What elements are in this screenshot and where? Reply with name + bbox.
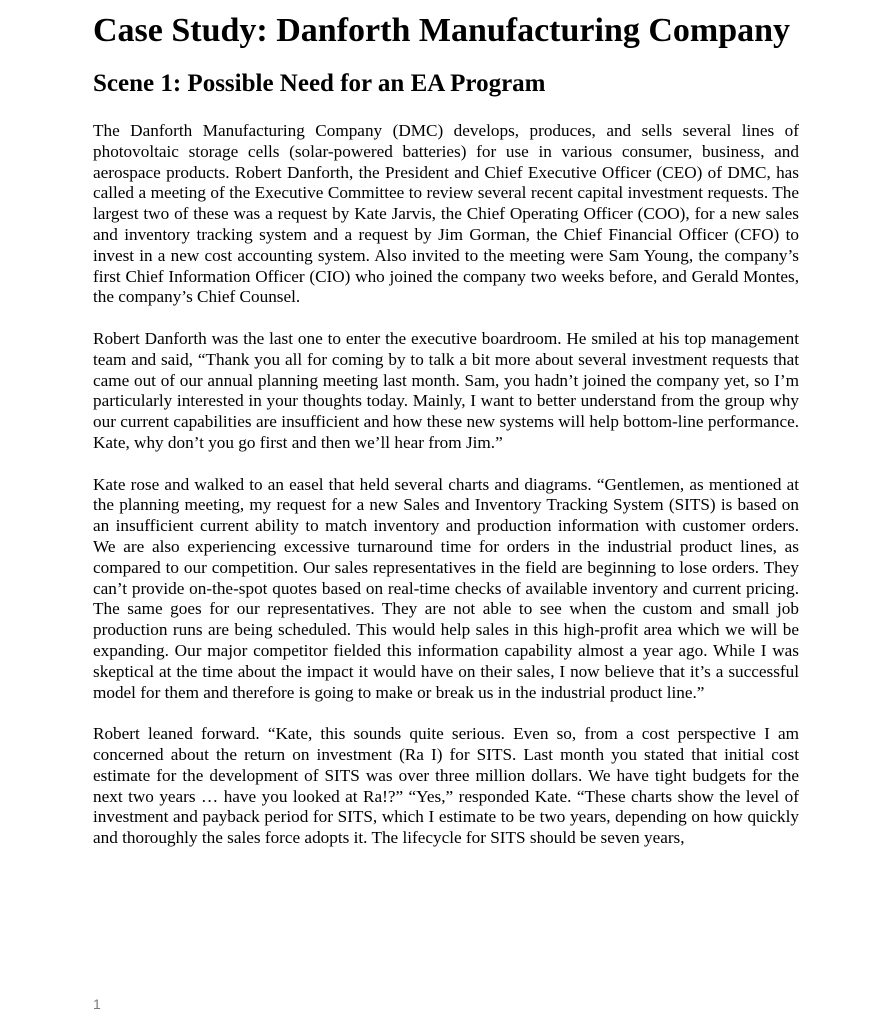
paragraph: Robert leaned forward. “Kate, this sounds quite serious. Even so, from a cost perspective I am concerned about the return on investment (Ra I) for SITS. Last month you stated that initial cost estimate for the development of SITS was over three million dollars. We have tight budgets for the next two years … have you looked at Ra!?” “Yes,” responded Kate. “These charts show the level of investment and payback period for SITS, which I estimate to be two years, depending on how quickly and thoroughly the sales force adopts it. The lifecycle for SITS should be seven years, <box>93 724 799 848</box>
paragraph: The Danforth Manufacturing Company (DMC) develops, produces, and sells several lines of photovoltaic storage cells (solar-powered batteries) for use in various consumer, business, and aerospace products. Robert Danforth, the President and Chief Executive Officer (CEO) of DMC, has called a meeting of the Executive Committee to review several recent capital investment requests. The largest two of these was a request by Kate Jarvis, the Chief Operating Officer (COO), for a new sales and inventory tracking system and a request by Jim Gorman, the Chief Financial Officer (CFO) to invest in a new cost accounting system. Also invited to the meeting were Sam Young, the company’s first Chief Information Officer (CIO) who joined the company two weeks before, and Gerald Montes, the company’s Chief Counsel. <box>93 121 799 307</box>
paragraph: Kate rose and walked to an easel that held several charts and diagrams. “Gentlemen, as mentioned at the planning meeting, my request for a new Sales and Inventory Tracking System (SITS) is based on an insufficient current ability to match inventory and production information with customer orders. We are also experiencing excessive turnaround time for orders in the industrial product lines, as compared to our competition. Our sales representatives in the field are beginning to lose orders. They can’t provide on-the-spot quotes based on real-time checks of available inventory and current pricing. The same goes for our representatives. They are not able to see when the custom and small job production runs are being scheduled. This would help sales in this high-profit area which we will be expanding. Our major competitor fielded this information capability almost a year ago. While I was skeptical at the time about the impact it would have on their sales, I now believe that it’s a successful model for them and therefore is going to make or break us in the industrial product line.” <box>93 474 799 702</box>
paragraph: Robert Danforth was the last one to enter the executive boardroom. He smiled at his top management team and said, “Thank you all for coming by to talk a bit more about several investment requests that came out of our annual planning meeting last month. Sam, you hadn’t joined the company yet, so I’m particularly interested in your thoughts today. Mainly, I want to better understand from the group why our current capabilities are insufficient and how these new systems will help bottom-line performance. Kate, why don’t you go first and then we’ll hear from Jim.” <box>93 328 799 452</box>
scene-heading: Scene 1: Possible Need for an EA Program <box>93 70 546 97</box>
document-page <box>93 10 799 849</box>
document-title: Case Study: Danforth Manufacturing Company <box>93 12 791 49</box>
page-number: 1 <box>93 996 101 1012</box>
